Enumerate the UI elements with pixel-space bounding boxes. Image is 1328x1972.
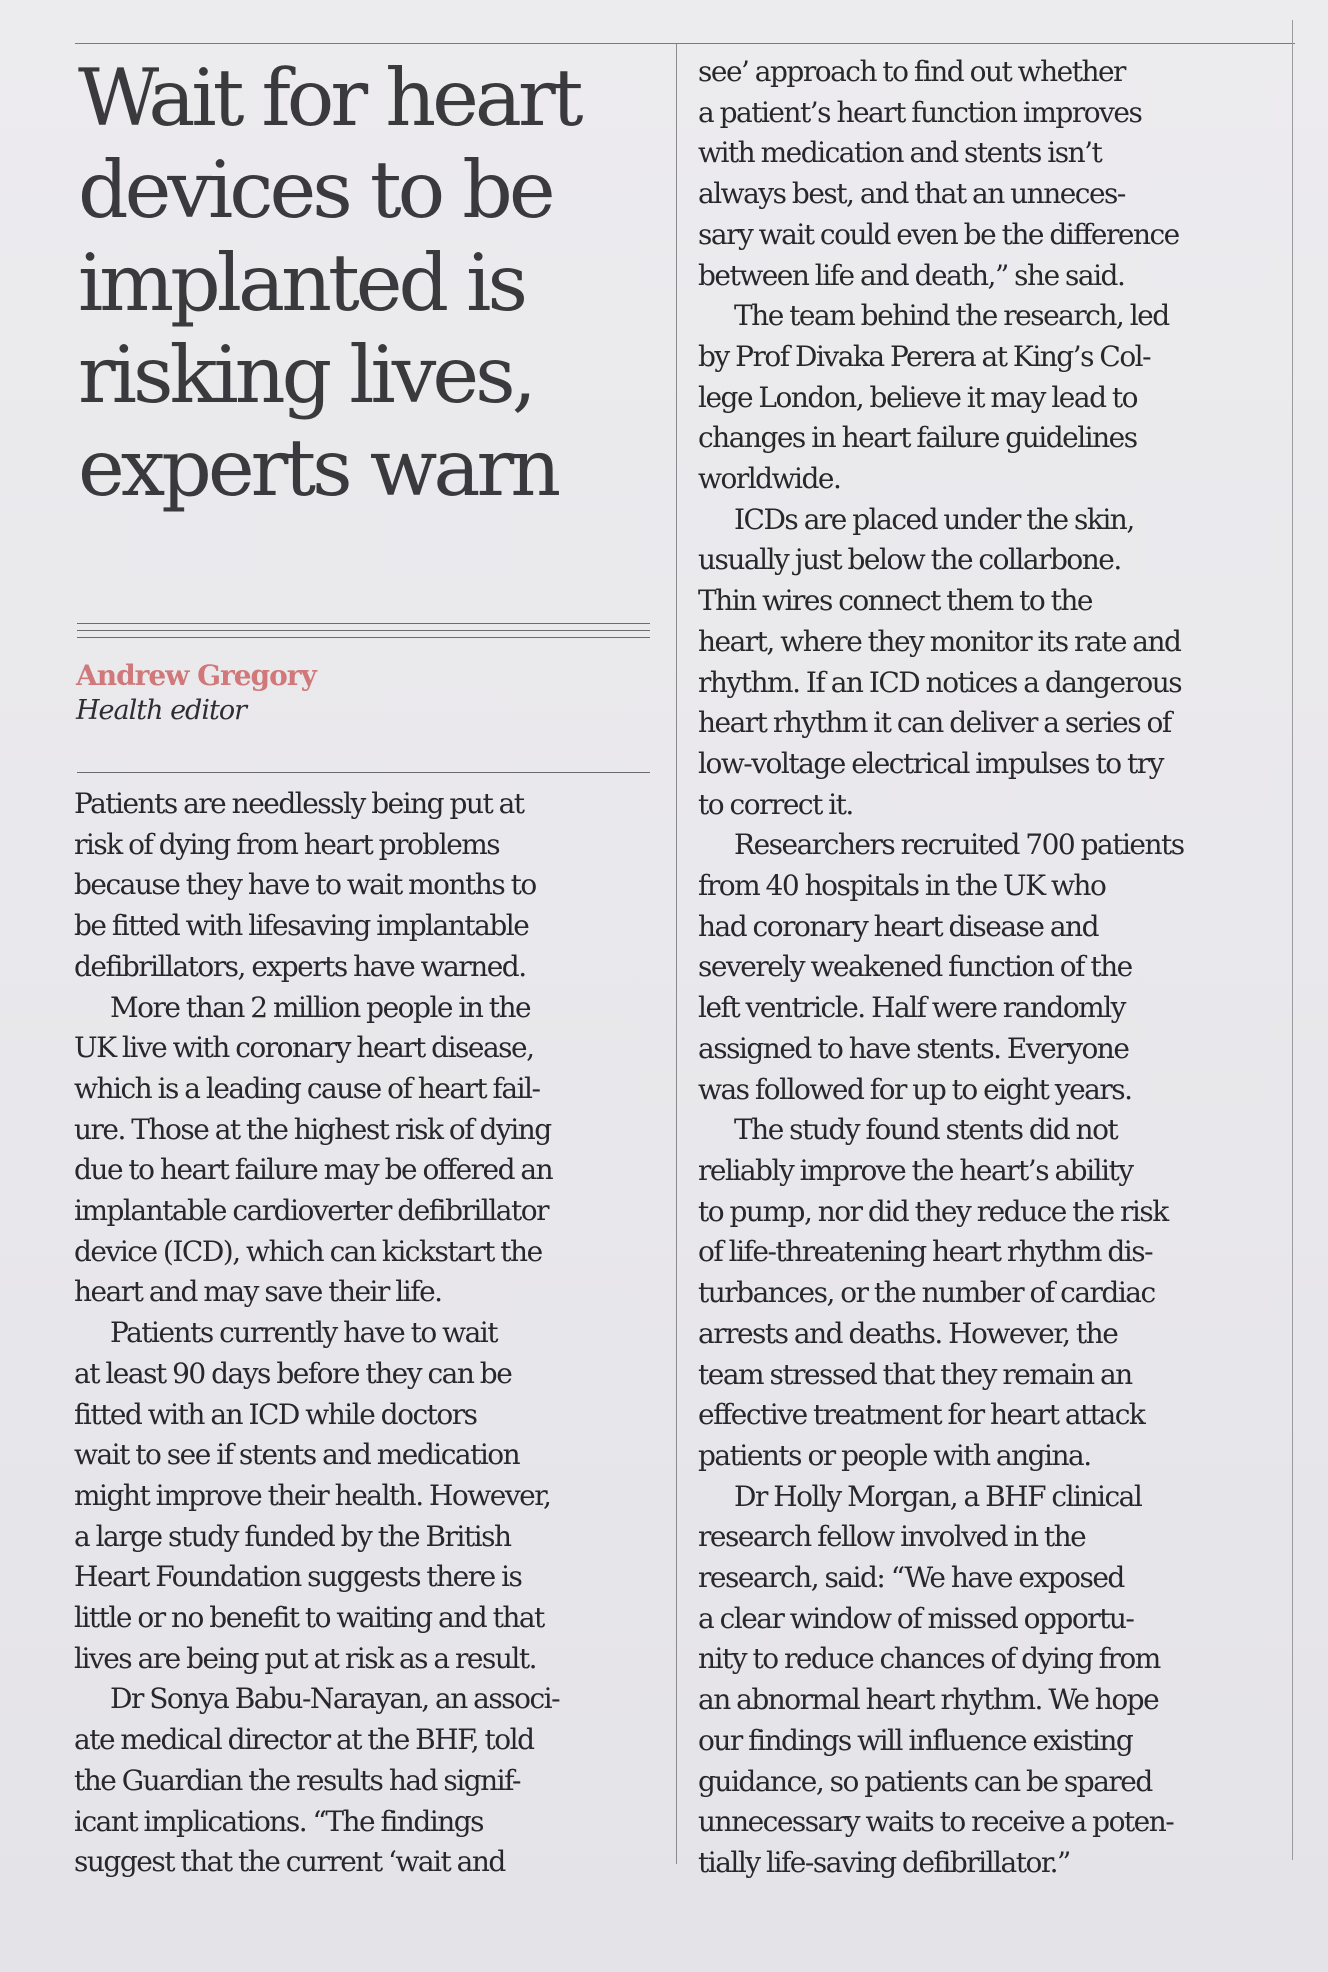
right-edge-rule <box>1292 20 1293 1860</box>
article-text-line: implantable cardioverter defibrillator <box>74 1194 548 1228</box>
article-text-line: ICDs are placed under the skin, <box>734 502 1134 536</box>
article-text-line: tially life-saving defibrillator.” <box>698 1845 1070 1879</box>
headline-rules <box>77 623 650 644</box>
article-text-line: severely weakened function of the <box>698 950 1132 984</box>
article-text-line: UK live with coronary heart disease, <box>74 1031 534 1065</box>
article-text-line: changes in heart failure guidelines <box>698 421 1137 455</box>
article-text-line: research fellow involved in the <box>698 1520 1086 1554</box>
article-text-line: by Prof Divaka Perera at King’s Col- <box>698 339 1151 373</box>
article-text-line: device (ICD), which can kickstart the <box>74 1234 542 1268</box>
article-text-line: ure. Those at the highest risk of dying <box>74 1112 551 1146</box>
headline-line: implanted is <box>78 236 524 329</box>
article-text-line: fitted with an ICD while doctors <box>74 1397 477 1431</box>
headline-line: Wait for heart <box>78 52 580 144</box>
article-text-line: Patients currently have to wait <box>110 1316 498 1350</box>
article-text-line: ate medical director at the BHF, told <box>74 1723 534 1757</box>
article-text-line: unnecessary waits to receive a poten- <box>698 1805 1174 1839</box>
article-text-line: turbances, or the number of cardiac <box>698 1276 1155 1310</box>
article-text-line: assigned to have stents. Everyone <box>698 1031 1129 1065</box>
article-text-line: suggest that the current ‘wait and <box>74 1845 505 1879</box>
article-text-line: with medication and stents isn’t <box>698 136 1102 170</box>
headline-line: risking lives, <box>78 329 533 422</box>
article-text-line: to correct it. <box>698 787 853 821</box>
article-text-line: arrests and deaths. However, the <box>698 1316 1118 1350</box>
article-text-line: Heart Foundation suggests there is <box>74 1560 522 1594</box>
headline <box>78 52 668 514</box>
column-divider <box>676 44 677 1864</box>
article-text-line: Dr Holly Morgan, a BHF clinical <box>734 1479 1142 1513</box>
top-rule <box>75 43 1295 44</box>
article-text-line: due to heart failure may be offered an <box>74 1153 553 1187</box>
article-text-line: The study found stents did not <box>734 1113 1118 1147</box>
article-text-line: had coronary heart disease and <box>698 909 1098 943</box>
article-column-left <box>74 784 652 1883</box>
article-text-line: wait to see if stents and medication <box>74 1438 520 1472</box>
article-text-line: Thin wires connect them to the <box>698 584 1092 618</box>
article-text-line: to pump, nor did they reduce the risk <box>698 1194 1168 1228</box>
article-text-line: be fitted with lifesaving implantable <box>74 909 529 943</box>
article-text-line: heart and may save their life. <box>74 1275 442 1309</box>
author-name: Andrew Gregory <box>76 659 316 692</box>
article-column-right <box>698 52 1280 1884</box>
article-text-line: always best, and that an unneces- <box>698 177 1125 211</box>
article-text-line: usually just below the collarbone. <box>698 543 1121 577</box>
article-text-line: defibrillators, experts have warned. <box>74 949 526 983</box>
article-text-line: Dr Sonya Babu-Narayan, an associ- <box>110 1682 560 1716</box>
author-role: Health editor <box>76 695 246 726</box>
article-text-line: guidance, so patients can be spared <box>698 1764 1152 1798</box>
byline-rule <box>77 772 650 773</box>
byline <box>76 658 656 729</box>
article-text-line: was followed for up to eight years. <box>698 1072 1132 1106</box>
article-text-line: lege London, believe it may lead to <box>698 380 1138 414</box>
article-text-line: a patient’s heart function improves <box>698 95 1142 129</box>
article-text-line: The team behind the research, led <box>734 299 1169 333</box>
article-text-line: at least 90 days before they can be <box>74 1356 512 1390</box>
article-text-line: a large study funded by the British <box>74 1519 511 1553</box>
headline-line: devices to be <box>78 144 552 237</box>
article-text-line: which is a leading cause of heart fail- <box>74 1071 540 1105</box>
article-text-line: Patients are needlessly being put at <box>74 787 524 820</box>
headline-line: experts warn <box>78 421 558 514</box>
article-text-line: team stressed that they remain an <box>698 1357 1132 1391</box>
article-text-line: lives are being put at risk as a result. <box>74 1641 536 1675</box>
article-text-line: heart, where they monitor its rate and <box>698 624 1181 658</box>
article-text-line: icant implications. “The findings <box>74 1804 484 1838</box>
article-text-line: because they have to wait months to <box>74 868 536 902</box>
article-text-line: a clear window of missed opportu- <box>698 1601 1134 1635</box>
article-text-line: our findings will influence existing <box>698 1723 1133 1757</box>
article-text-line: nity to reduce chances of dying from <box>698 1642 1160 1676</box>
article-text-line: effective treatment for heart attack <box>698 1398 1145 1432</box>
article-text-line: low-voltage electrical impulses to try <box>698 746 1163 780</box>
article-text-line: of life-threatening heart rhythm dis- <box>698 1235 1153 1269</box>
article-text-line: risk of dying from heart problems <box>74 827 500 861</box>
article-text-line: More than 2 million people in the <box>110 990 531 1024</box>
article-text-line: worldwide. <box>698 462 841 496</box>
article-text-line: research, said: “We have exposed <box>698 1561 1124 1595</box>
article-text-line: sary wait could even be the difference <box>698 217 1179 251</box>
article-text-line: Researchers recruited 700 patients <box>734 828 1184 862</box>
article-text-line: heart rhythm it can deliver a series of <box>698 706 1171 740</box>
article-text-line: left ventricle. Half were randomly <box>698 991 1126 1025</box>
article-text-line: from 40 hospitals in the UK who <box>698 869 1106 903</box>
article-text-line: an abnormal heart rhythm. We hope <box>698 1683 1159 1717</box>
article-text-line: little or no benefit to waiting and that <box>74 1601 544 1635</box>
article-text-line: patients or people with angina. <box>698 1438 1091 1472</box>
article-text-line: between life and death,” she said. <box>698 258 1125 292</box>
article-text-line: might improve their health. However, <box>74 1478 551 1512</box>
article-text-line: see’ approach to find out whether <box>698 55 1125 88</box>
article-text-line: the Guardian the results had signif- <box>74 1763 520 1797</box>
article-text-line: reliably improve the heart’s ability <box>698 1153 1133 1187</box>
article-text-line: rhythm. If an ICD notices a dangerous <box>698 665 1182 699</box>
